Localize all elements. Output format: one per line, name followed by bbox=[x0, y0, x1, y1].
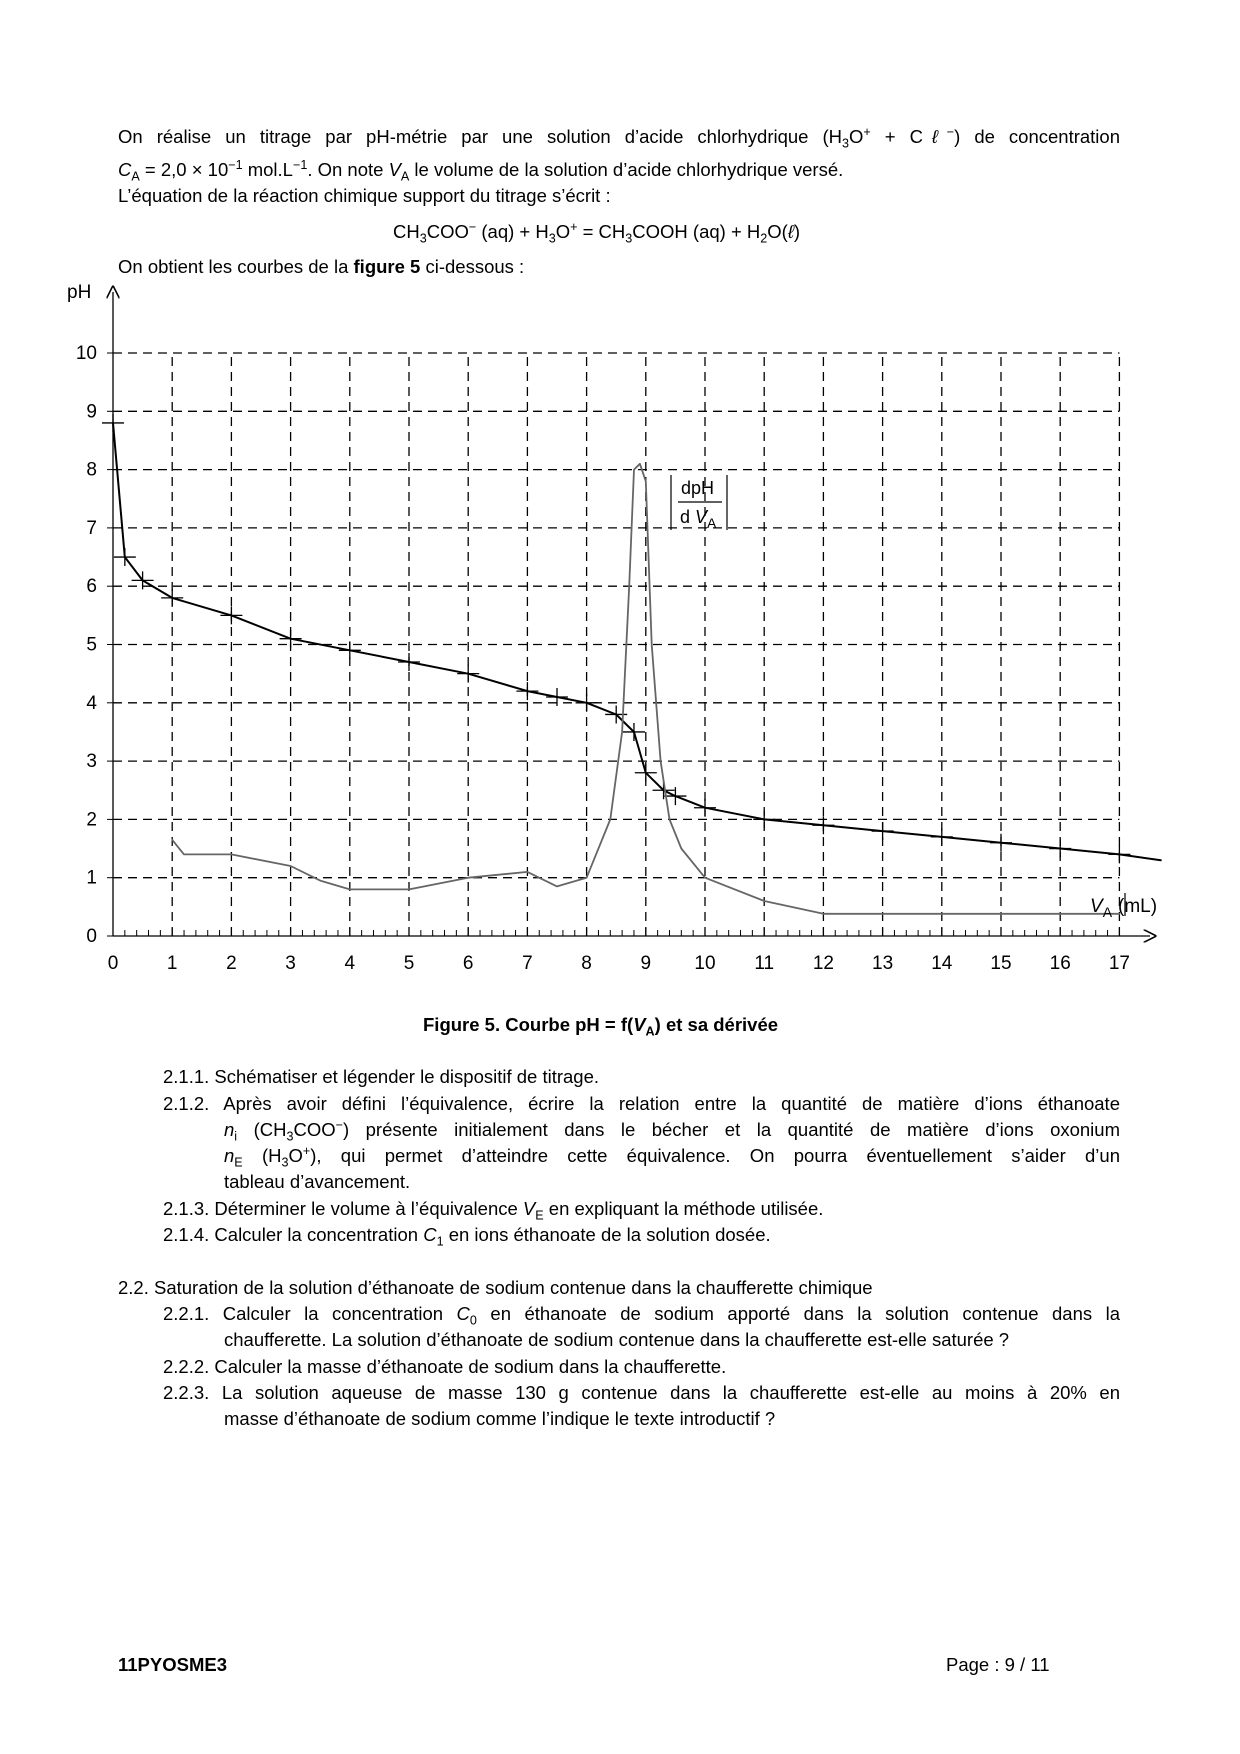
question-2-1-2-line-3: $n_E$ $(H_3O^+)$, qui permet d’atteindre cette équivalence. On pourra éventuellement s’aider d’un bbox=[224, 1143, 1120, 1170]
y-tick-label: 10 bbox=[75, 343, 97, 364]
x-tick-label: 16 bbox=[1049, 953, 1071, 974]
ph-point-marker bbox=[114, 548, 136, 566]
x-axis-label: $V_A$ (mL) bbox=[1090, 896, 1158, 920]
ph-point-marker bbox=[1108, 845, 1130, 863]
y-axis-label: pH bbox=[67, 282, 92, 303]
y-tick-label: 3 bbox=[86, 751, 97, 773]
y-tick-label: 1 bbox=[86, 867, 97, 889]
x-tick-label: 7 bbox=[522, 953, 533, 974]
x-tick-label: 4 bbox=[344, 953, 356, 974]
ph-point-marker bbox=[457, 665, 479, 683]
ph-point-marker bbox=[220, 606, 242, 624]
ph-point-marker bbox=[161, 589, 183, 607]
question-2-1-2-line-1: 2.1.2. Après avoir défini l’équivalence, écrire la relation entre la quantité de matière d’ions éthanoate bbox=[163, 1093, 1120, 1114]
x-tick-label: 12 bbox=[812, 953, 834, 974]
question-2-1-4: 2.1.4. Calculer la concentration $C_1$ en ions éthanoate de la solution dosée. bbox=[163, 1224, 771, 1249]
derivative-label-denominator: d $V_A$ bbox=[680, 507, 717, 531]
y-tick-label: 8 bbox=[86, 459, 97, 481]
intro-line-1: On réalise un titrage par pH-métrie par une solution d’acide chlorhydrique ($H_3O^+$ + Cℓ−) de concentration bbox=[118, 124, 1120, 151]
x-tick-label: 6 bbox=[462, 953, 474, 974]
question-2-1-3: 2.1.3. Déterminer le volume à l’équivalence $V_E$ en expliquant la méthode utilisée. bbox=[163, 1198, 824, 1223]
figure-caption: Figure 5. Courbe pH = $f(V_A)$ et sa dérivée bbox=[423, 1014, 779, 1039]
derivative-label bbox=[671, 475, 727, 531]
y-tick-label: 7 bbox=[86, 517, 97, 539]
x-tick-label: 14 bbox=[931, 953, 953, 974]
question-2-1-1: 2.1.1. Schématiser et légender le dispositif de titrage. bbox=[163, 1066, 600, 1087]
x-tick-label: 17 bbox=[1108, 953, 1130, 974]
y-tick-label: 5 bbox=[86, 634, 97, 656]
reaction-equation: $CH_3COO^-$ $(aq) + H_3O^+$ = $CH_3COOH$ $(aq) + H_2O(\ell)$ bbox=[393, 219, 800, 246]
ph-curve bbox=[113, 423, 1161, 860]
section-2-2-title: 2.2. Saturation de la solution d’éthanoate de sodium contenue dans la chaufferette chimique bbox=[118, 1277, 873, 1298]
ph-point-marker bbox=[812, 816, 834, 834]
question-2-2-1-line-2: chaufferette. La solution d’éthanoate de sodium contenue dans la chaufferette est-elle saturée ? bbox=[224, 1329, 1010, 1350]
question-2-1-2-line-2: $n_i$ $(CH_3COO^-)$ présente initialement dans le bécher et la quantité de matière d’ions oxonium bbox=[224, 1117, 1120, 1144]
footer-page: Page : 9 / 11 bbox=[946, 1654, 1050, 1675]
x-tick-label: 10 bbox=[694, 953, 716, 974]
question-2-1-2-line-4: tableau d’avancement. bbox=[224, 1171, 411, 1192]
chart-labels bbox=[67, 282, 1157, 974]
ph-point-marker bbox=[576, 694, 598, 712]
x-tick-label: 3 bbox=[285, 953, 296, 974]
ph-point-marker bbox=[872, 822, 894, 840]
ph-point-marker bbox=[516, 682, 538, 700]
ph-point-marker bbox=[1049, 840, 1071, 858]
ph-point-marker bbox=[102, 414, 124, 432]
x-tick-label: 8 bbox=[581, 953, 592, 974]
intro-line-2: $C_A = 2,0 \times 10^{-1}$ $mol.L^{-1}$. On note $V_A$ le volume de la solution d’acide chlorhydrique versé. bbox=[118, 157, 844, 184]
x-tick-label: 9 bbox=[640, 953, 652, 974]
chart-series bbox=[102, 414, 1161, 914]
y-tick-label: 2 bbox=[86, 809, 97, 831]
y-tick-label: 6 bbox=[86, 576, 97, 598]
ph-point-marker bbox=[990, 834, 1012, 852]
y-tick-label: 4 bbox=[86, 692, 97, 714]
question-2-2-3-line-2: masse d’éthanoate de sodium comme l’indique le texte introductif ? bbox=[224, 1408, 776, 1429]
derivative-label-numerator: dpH bbox=[681, 478, 715, 498]
ph-point-marker bbox=[931, 828, 953, 846]
x-tick-label: 0 bbox=[107, 953, 119, 974]
question-2-2-3-line-1: 2.2.3. La solution aqueuse de masse 130 g contenue dans la chaufferette est-elle au moins à 20% en bbox=[163, 1382, 1120, 1403]
ph-point-marker bbox=[694, 799, 716, 817]
footer-code: 11PYOSME3 bbox=[118, 1654, 228, 1675]
x-tick-label: 5 bbox=[403, 953, 415, 974]
intro-line-3: L’équation de la réaction chimique support du titrage s’écrit : bbox=[118, 185, 611, 206]
x-tick-label: 13 bbox=[872, 953, 894, 974]
x-tick-label: 2 bbox=[226, 953, 237, 974]
ph-point-marker bbox=[753, 810, 775, 828]
question-2-2-2: 2.2.2. Calculer la masse d’éthanoate de sodium dans la chaufferette. bbox=[163, 1356, 727, 1377]
x-tick-label: 15 bbox=[990, 953, 1012, 974]
ph-point-marker bbox=[398, 653, 420, 671]
y-tick-label: 0 bbox=[86, 926, 97, 947]
y-tick-label: 9 bbox=[86, 401, 97, 423]
x-tick-label: 11 bbox=[754, 953, 775, 974]
chart-grid bbox=[113, 353, 1119, 936]
question-2-2-1-line-1: 2.2.1. Calculer la concentration $C_0$ en éthanoate de sodium apporté dans la solution contenue dans la bbox=[163, 1303, 1120, 1328]
x-tick-label: 1 bbox=[166, 953, 178, 974]
intro-line-5: On obtient les courbes de la figure 5 ci-dessous : bbox=[118, 256, 525, 277]
